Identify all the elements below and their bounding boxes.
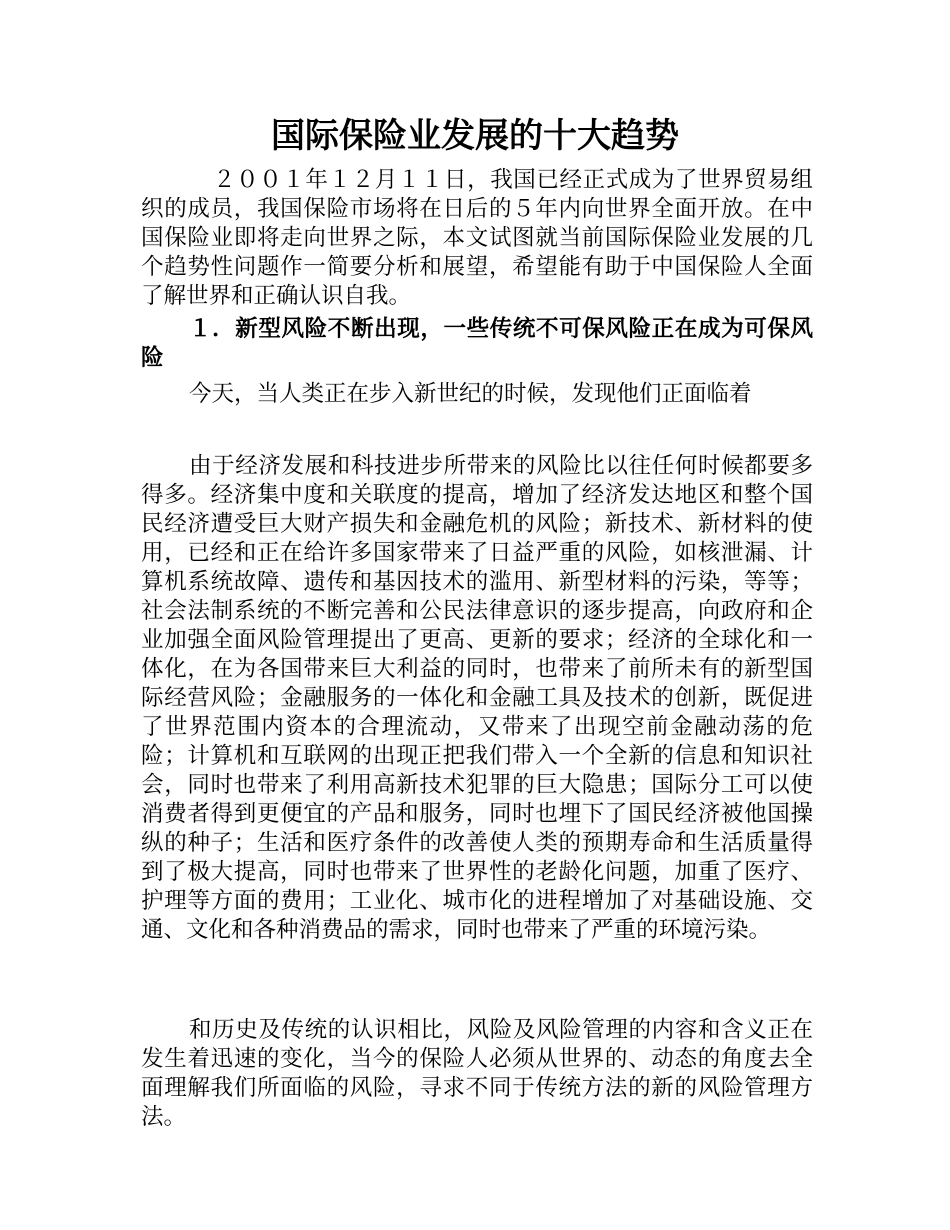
lead-paragraph: 今天，当人类正在步入新世纪的时候，发现他们正面临着 [189, 381, 752, 407]
main-paragraph: 由于经济发展和科技进步所带来的风险比以往任何时候都要多得多。经济集中度和关联度的提高，增加了经济发达地区和整个国民经济遭受巨大财产损失和金融危机的风险；新技术、新材料的使用，已经和正在给许多国家带来了日益严重的风险，如核泄漏、计算机系统故障、遗传和基因技术的滥用、新型材料的污染，等等；社会法制系统的不断完善和公民法律意识的逐步提高，向政府和企业加强全面风险管理提出了更高、更新的要求；经济的全球化和一体化，在为各国带来巨大利益的同时，也带来了前所未有的新型国际经营风险；金融服务的一体化和金融工具及技术的创新，既促进了世界范围内资本的合理流动，又带来了出现空前金融动荡的危险；计算机和互联网的出现正把我们带入一个全新的信息和知识社会，同时也带来了利用高新技术犯罪的巨大隐患；国际分工可以使消费者得到更便宜的产品和服务，同时也埋下了国民经济被他国操纵的种子；生活和医疗条件的改善使人类的预期寿命和生活质量得到了极大提高，同时也带来了世界性的老龄化问题，加重了医疗、护理等方面的费用；工业化、城市化的进程增加了对基础设施、交通、文化和各种消费品的需求，同时也带来了严重的环境污染。 [141, 453, 813, 943]
page-title: 国际保险业发展的十大趋势 [271, 116, 679, 156]
section-heading-1: １．新型风险不断出现，一些传统不可保风险正在成为可保风险 [141, 316, 813, 371]
intro-paragraph: ２００１年１２月１１日，我国已经正式成为了世界贸易组织的成员，我国保险市场将在日后的５年内向世界全面开放。在中国保险业即将走向世界之际，本文试图就当前国际保险业发展的几个趋势性问题作一简要分析和展望，希望能有助于中国保险人全面了解世界和正确认识自我。 [141, 167, 813, 309]
final-paragraph: 和历史及传统的认识相比，风险及风险管理的内容和含义正在发生着迅速的变化，当今的保险人必须从世界的、动态的角度去全面理解我们所面临的风险，寻求不同于传统方法的新的风险管理方法。 [141, 1017, 813, 1130]
